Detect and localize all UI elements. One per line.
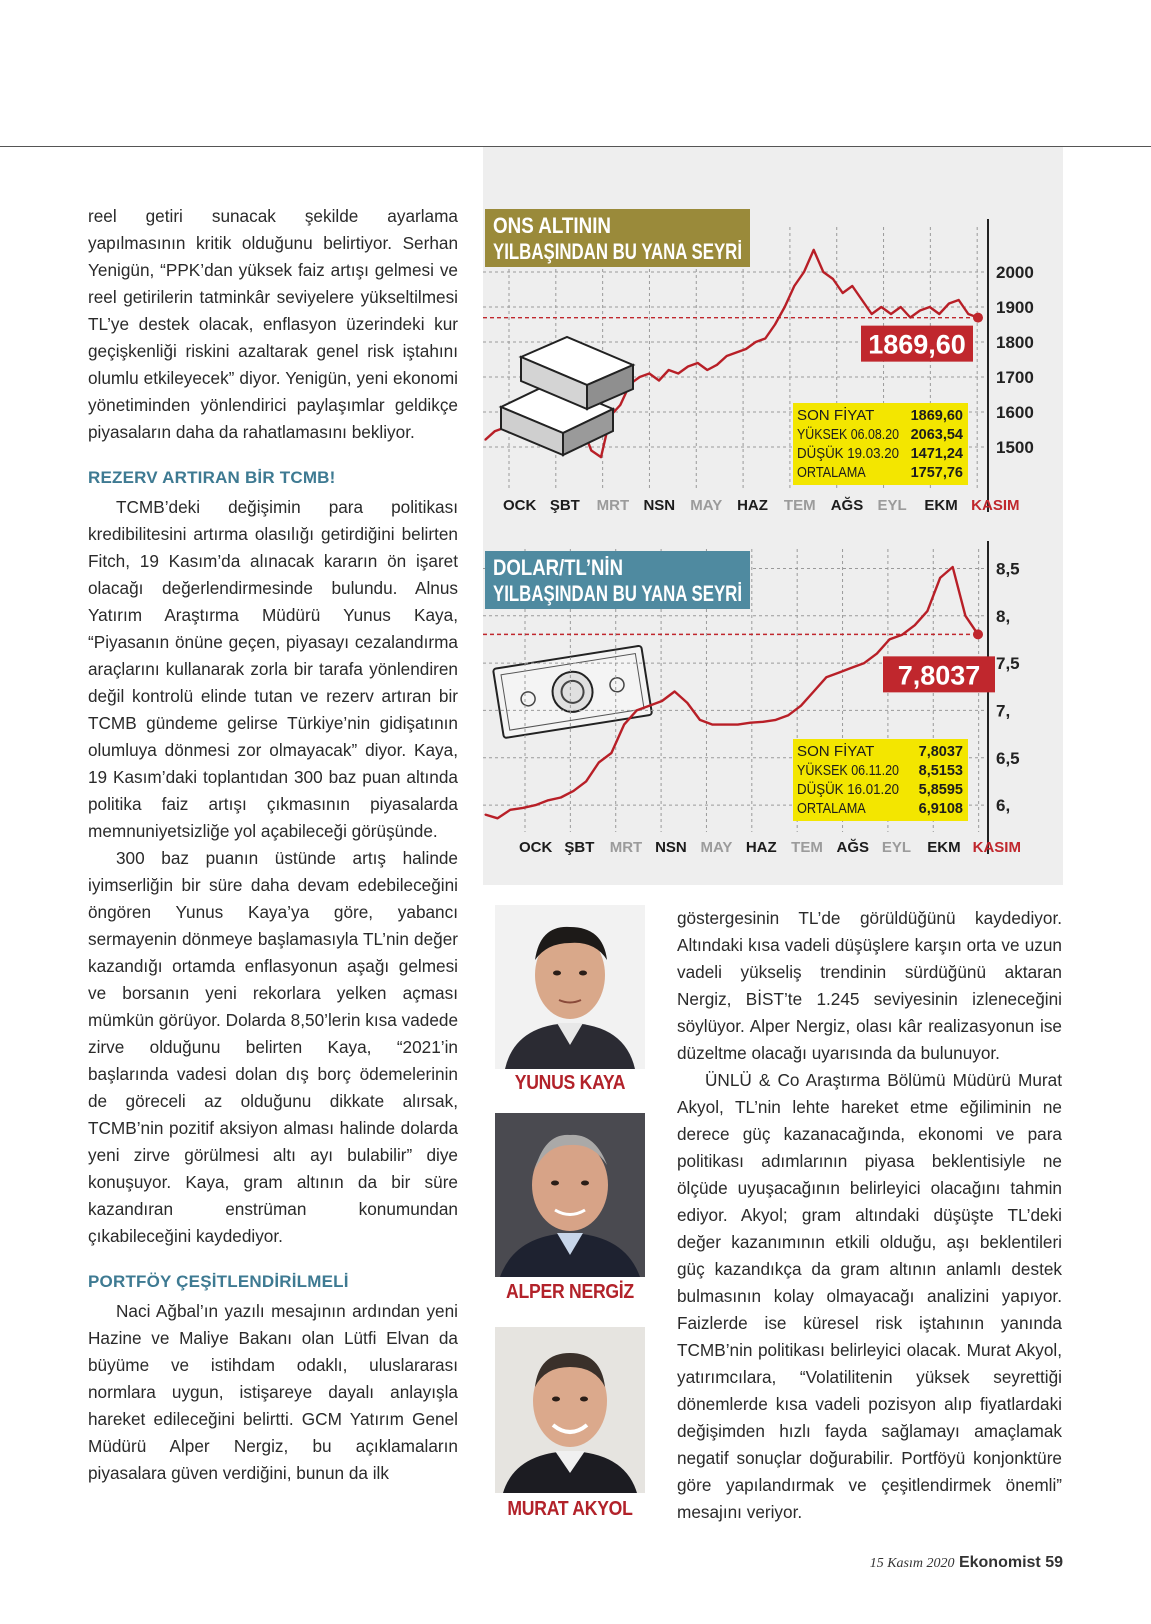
current-price-label: 1869,60 bbox=[868, 329, 966, 360]
section-heading-portfoy: PORTFÖY ÇEŞİTLENDİRİLMELİ bbox=[88, 1272, 349, 1291]
price-data-point bbox=[889, 639, 890, 640]
x-tick-label: NSN bbox=[643, 497, 676, 514]
price-data-point bbox=[965, 615, 966, 616]
paragraph: TCMB’deki değişimin para politikası kredibilitesini artırma olasılığı getirdiğini belirten Fitch, 19 Kasım’da alınacak kararın ön işaret olacağı değerlendirmesinde bulundu. Alnus Yatırım Araştırma Müdürü Yunus Kaya, “Piyasanın önüne geçen, piyasayı cezalandırma araçlarını kullanarak zorla bir tarafa yönlendiren değil kontrolü elinde tutan ve rezerv artıran bir TCMB gündeme gelirse Türkiye’nin gidişatının olumluya dönmesi zor olmayacak” diyor. Kaya, 19 Kasım’daki toplantıdan 300 baz puan altında politika faiz artışı çıkmasının piyasalarda memnuniyetsizliğe yol açabileceği görüşünde. bbox=[88, 497, 458, 841]
price-data-point bbox=[716, 364, 717, 365]
x-tick-label: MRT bbox=[596, 497, 630, 514]
price-data-point bbox=[763, 721, 764, 722]
price-data-point bbox=[678, 373, 679, 374]
gold-chart-svg bbox=[483, 197, 1063, 517]
price-data-point bbox=[803, 271, 804, 272]
portrait-alper-nergiz bbox=[495, 1113, 645, 1277]
stats-value: 1869,60 bbox=[910, 408, 963, 424]
x-tick-label: MAY bbox=[690, 497, 723, 514]
x-tick-label: AĞS bbox=[836, 839, 870, 856]
person-name-murat-akyol: MURAT AKYOL bbox=[507, 1498, 633, 1520]
person-photo-icon bbox=[495, 905, 645, 1069]
stats-value: 2063,54 bbox=[910, 427, 963, 443]
price-data-point bbox=[661, 700, 662, 701]
portrait-murat-akyol bbox=[495, 1327, 645, 1493]
price-data-point bbox=[784, 306, 785, 307]
price-data-point bbox=[736, 352, 737, 353]
price-data-point bbox=[765, 338, 766, 339]
stats-label: DÜŞÜK 16.01.20 bbox=[797, 782, 909, 798]
price-data-point bbox=[668, 369, 669, 370]
price-data-point bbox=[639, 376, 640, 377]
price-data-point bbox=[598, 762, 599, 763]
price-data-point bbox=[929, 306, 930, 307]
y-tick-label: 1800 bbox=[996, 333, 1034, 352]
stats-value: 8,5153 bbox=[918, 763, 963, 779]
price-data-point bbox=[591, 450, 592, 451]
last-price-marker bbox=[973, 313, 983, 323]
price-data-point bbox=[697, 362, 698, 363]
price-data-point bbox=[484, 814, 485, 815]
price-data-point bbox=[522, 807, 523, 808]
x-tick-label: OCK bbox=[503, 497, 537, 514]
price-data-point bbox=[876, 653, 877, 654]
paragraph: reel getiri sunacak şekilde ayarlama yapılmasının kritik olduğunu belirtiyor. Serhan Yenigün, “PPK’dan yüksek faiz artışı gelmesi ve reel getirilerin tatminkâr seviyelere yükseltilmesi TL’ye destek olacak, enflasyon üzerindeki kur geçişkenliği riskini azaltarak genel risk iştahını olumlu etkileyecek” diyor. Yenigün, yeni ekonomi yönetiminden yönlendirici paylaşımlar geldikçe piyasaların daha da rahatlamasını bekliyor. bbox=[88, 206, 458, 442]
gold-bars-icon bbox=[501, 337, 633, 455]
price-data-point bbox=[535, 805, 536, 806]
x-tick-label: TEM bbox=[791, 839, 823, 856]
y-tick-label: 8,5 bbox=[996, 559, 1020, 579]
price-data-point bbox=[726, 355, 727, 356]
stats-value: 5,8595 bbox=[918, 782, 963, 798]
x-tick-label: EYL bbox=[877, 497, 907, 514]
x-tick-label: KASIM bbox=[971, 497, 1020, 514]
price-data-point bbox=[636, 710, 637, 711]
price-data-point bbox=[560, 797, 561, 798]
person-name-yunus-kaya: YUNUS KAYA bbox=[514, 1072, 626, 1094]
gold-chart bbox=[483, 197, 1063, 517]
y-tick-label: 1700 bbox=[996, 368, 1034, 387]
price-data-point bbox=[902, 634, 903, 635]
price-data-point bbox=[548, 800, 549, 801]
price-data-point bbox=[939, 313, 940, 314]
x-tick-label: MAY bbox=[700, 839, 733, 856]
price-data-point bbox=[958, 299, 959, 300]
price-data-point bbox=[813, 249, 814, 250]
price-data-point bbox=[864, 663, 865, 664]
price-data-point bbox=[658, 380, 659, 381]
price-data-point bbox=[968, 313, 969, 314]
price-data-point bbox=[687, 366, 688, 367]
price-data-point bbox=[484, 439, 485, 440]
price-data-point bbox=[745, 348, 746, 349]
stats-value: 1471,24 bbox=[910, 446, 963, 462]
x-tick-label: KASIM bbox=[972, 839, 1021, 856]
right-article-column bbox=[677, 905, 1062, 1526]
stats-value: 6,9108 bbox=[918, 801, 963, 817]
price-data-point bbox=[620, 404, 621, 405]
x-tick-label: TEM bbox=[783, 497, 816, 514]
y-tick-label: 7,5 bbox=[996, 654, 1020, 674]
y-tick-label: 6, bbox=[996, 796, 1011, 816]
price-data-point bbox=[842, 292, 843, 293]
y-tick-label: 8, bbox=[996, 606, 1011, 626]
page-footer bbox=[870, 1554, 1063, 1572]
person-photo-icon bbox=[495, 1327, 645, 1493]
price-data-point bbox=[755, 341, 756, 342]
price-data-point bbox=[624, 724, 625, 725]
price-data-point bbox=[750, 722, 751, 723]
price-data-point bbox=[852, 285, 853, 286]
price-data-point bbox=[826, 677, 827, 678]
price-data-point bbox=[832, 278, 833, 279]
price-data-point bbox=[600, 457, 601, 458]
stats-label: DÜŞÜK 19.03.20 bbox=[797, 446, 909, 462]
price-data-point bbox=[851, 667, 852, 668]
x-tick-label: EKM bbox=[927, 839, 961, 856]
price-data-point bbox=[788, 715, 789, 716]
stats-label: ORTALAMA bbox=[797, 801, 867, 817]
price-data-point bbox=[871, 313, 872, 314]
price-data-point bbox=[919, 310, 920, 311]
price-data-point bbox=[611, 752, 612, 753]
price-data-point bbox=[927, 611, 928, 612]
y-tick-label: 1600 bbox=[996, 403, 1034, 422]
x-tick-label: EYL bbox=[881, 839, 912, 856]
y-tick-label: 6,5 bbox=[996, 748, 1020, 768]
price-data-point bbox=[707, 369, 708, 370]
price-data-point bbox=[649, 373, 650, 374]
price-data-point bbox=[914, 625, 915, 626]
price-data-point bbox=[900, 306, 901, 307]
y-tick-label: 2000 bbox=[996, 263, 1034, 282]
usdtry-chart-svg bbox=[483, 539, 1063, 879]
price-data-point bbox=[497, 818, 498, 819]
price-data-point bbox=[861, 299, 862, 300]
issue-date: 15 Kasım 2020 bbox=[869, 1556, 955, 1571]
price-data-point bbox=[775, 719, 776, 720]
price-data-point bbox=[890, 313, 891, 314]
price-data-point bbox=[952, 566, 953, 567]
stats-label: YÜKSEK 06.11.20 bbox=[797, 763, 916, 779]
price-data-point bbox=[881, 306, 882, 307]
chart-panel bbox=[483, 147, 1063, 885]
price-data-point bbox=[838, 672, 839, 673]
last-price-marker bbox=[973, 629, 983, 639]
price-data-point bbox=[737, 724, 738, 725]
paragraph: ÜNLÜ & Co Araştırma Bölümü Müdürü Murat Akyol, TL’nin lehte hareket etme eğiliminin ne derece güç kazanacağında, ekonomi ve para politikası adımlarının piyasa beklentisiyle ne ölçüde uyuşacağının belirleyici olacağını tahmin ediyor. Akyol; gram altındaki düşüşte TL’deki değer kazanımının etkili olduğu, aşı beklentileri güç kazandıkça da gram altının anlamlı destek bulmasının kolay olmayacağı analizini yapıyor. Faizlerde ise küresel risk iştahının yanında TCMB’nin politikası belirleyici olacak. Murat Akyol, yatırımcılara, “Volatilitenin yüksek seyrettiği dönemlerde kısa vadeli pozisyon alıp fiyatlardaki değişimden hızlı fayda sağlamayı amaçlamak negatif sonuçlar doğurabilir. Portföyü konjonktüre göre yapılandırmak ve çeşitlendirmek önemli” mesajını veriyor. bbox=[677, 1070, 1062, 1522]
y-tick-label: 1500 bbox=[996, 438, 1034, 457]
paragraph: göstergesinin TL’de görüldüğünü kaydediyor. Altındaki kısa vadeli düşüşlere karşın orta ve uzun vadeli yükseliş trendinin sürdüğünü aktaran Nergiz, BİST’te 1.245 seviyesinin izleneceğini söylüyor. Alper Nergiz, olası kâr realizasyonun ise düzeltme olacağı uyarısında da bulunuyor. bbox=[677, 908, 1062, 1063]
chart-title-line: ONS ALTININ bbox=[493, 213, 611, 238]
price-data-point bbox=[649, 705, 650, 706]
stats-label: SON FİYAT bbox=[797, 744, 872, 760]
price-data-point bbox=[910, 317, 911, 318]
person-name-alper-nergiz: ALPER NERGİZ bbox=[506, 1281, 634, 1303]
chart-title-line: YILBAŞINDAN BU YANA SEYRİ bbox=[493, 239, 742, 264]
price-data-point bbox=[940, 577, 941, 578]
stats-value: 7,8037 bbox=[918, 744, 963, 760]
portrait-yunus-kaya bbox=[495, 905, 645, 1069]
magazine-name: Ekonomist bbox=[958, 1554, 1041, 1571]
paragraph: Naci Ağbal’ın yazılı mesajının ardından yeni Hazine ve Maliye Bakanı olan Lütfi Elvan da büyüme ve istihdam odaklı, uluslararası normlara uygun, istişareye dayalı anlayışla hareket edileceğini belirtti. GCM Yatırım Genel Müdürü Alper Nergiz, bu açıklamaların piyasalara güven verdiğini, bunun da ilk bbox=[88, 1301, 458, 1483]
y-tick-label: 1900 bbox=[996, 298, 1034, 317]
price-data-point bbox=[674, 691, 675, 692]
paragraph: 300 baz puanın üstünde artış halinde iyimserliğin bir süre daha devam edebileceğini öngören Yunus Kaya’ya göre, yabancı sermayenin dönmeye başlamasıyla TL’nin değer kazandığı ortamda enflasyonun aşağı gelmesi ve borsanın yeni rekorlara yelken açması mümkün görüyor. Dolarda 8,50’lerin kısa vadede zirve olduğunu belirten Kaya, “2021’in başlarında vadesi dolan dış borç ödemelerinin de göreceli az olduğunu dikkate alırsak, TCMB’nin pozitif aksiyon alması halinde dolarda yeni zirve görülmesi altı ayı bulabilir” diye konuşuyor. Kaya, gram altının da bir süre kazandıran enstrüman konumundan çıkabileceğini kaydediyor. bbox=[88, 848, 458, 1246]
chart-title-line: DOLAR/TL’NİN bbox=[493, 555, 623, 580]
x-tick-label: EKM bbox=[924, 497, 958, 514]
section-heading-rezerv: REZERV ARTIRAN BİR TCMB! bbox=[88, 468, 336, 487]
x-tick-label: OCK bbox=[519, 839, 553, 856]
price-data-point bbox=[800, 705, 801, 706]
stats-label: ORTALAMA bbox=[797, 465, 867, 481]
price-data-point bbox=[794, 285, 795, 286]
price-data-point bbox=[573, 790, 574, 791]
price-data-point bbox=[823, 271, 824, 272]
left-article-column bbox=[88, 203, 458, 1487]
price-data-point bbox=[510, 809, 511, 810]
x-tick-label: NSN bbox=[655, 839, 687, 856]
price-data-point bbox=[586, 781, 587, 782]
stats-label: SON FİYAT bbox=[797, 408, 872, 424]
price-data-point bbox=[687, 702, 688, 703]
x-tick-label: HAZ bbox=[745, 839, 777, 856]
price-data-point bbox=[699, 719, 700, 720]
x-tick-label: MRT bbox=[609, 839, 643, 856]
x-tick-label: AĞS bbox=[830, 497, 864, 514]
price-data-point bbox=[948, 303, 949, 304]
x-tick-label: ŞBT bbox=[564, 839, 595, 856]
x-tick-label: ŞBT bbox=[549, 497, 580, 514]
current-price-label: 7,8037 bbox=[897, 660, 981, 691]
banknote-icon bbox=[493, 646, 652, 739]
price-data-point bbox=[712, 724, 713, 725]
x-tick-label: HAZ bbox=[737, 497, 768, 514]
price-data-point bbox=[813, 691, 814, 692]
usdtry-chart bbox=[483, 539, 1063, 879]
page-number: 59 bbox=[1045, 1554, 1063, 1571]
chart-title-line: YILBAŞINDAN BU YANA SEYRİ bbox=[493, 581, 742, 606]
stats-label: YÜKSEK 06.08.20 bbox=[797, 427, 917, 443]
stats-value: 1757,76 bbox=[910, 465, 963, 481]
person-photo-icon bbox=[495, 1113, 645, 1277]
price-data-point bbox=[774, 324, 775, 325]
y-tick-label: 7, bbox=[996, 701, 1011, 721]
price-data-point bbox=[494, 431, 495, 432]
price-data-point bbox=[725, 724, 726, 725]
